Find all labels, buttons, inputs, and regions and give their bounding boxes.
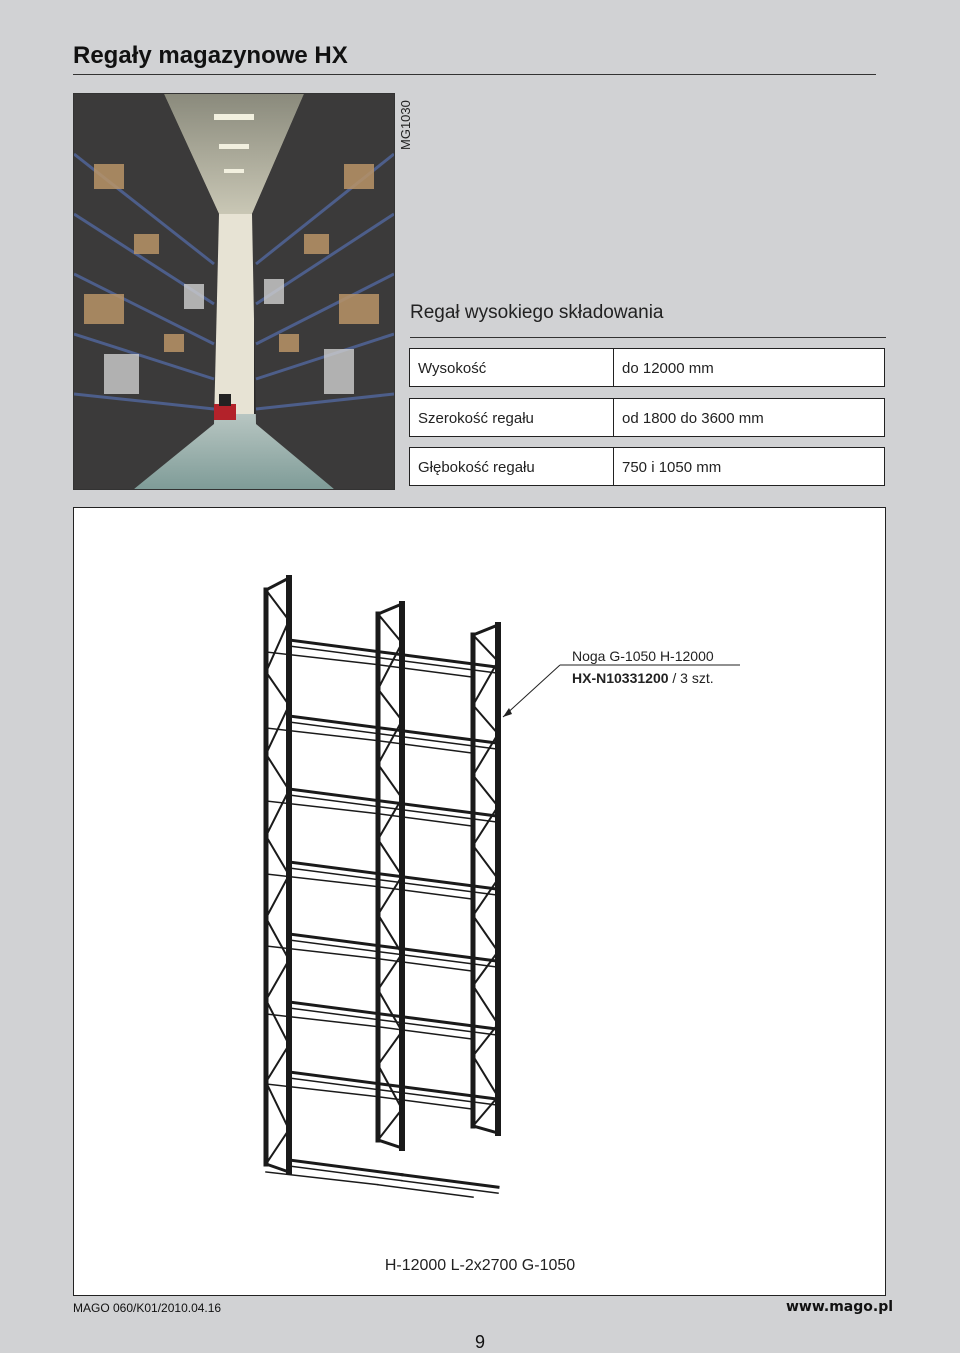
rack-beam: [402, 877, 498, 889]
rack-brace: [378, 689, 402, 720]
rack-beam: [402, 1017, 498, 1029]
rack-beam: [378, 1185, 473, 1197]
drawing-caption: H-12000 L-2x2700 G-1050: [384, 1257, 576, 1274]
rack-beam: [378, 1097, 473, 1109]
section-title: Regał wysokiego składowania: [410, 302, 664, 323]
rack-beam: [266, 946, 378, 959]
rack-brace: [266, 1130, 289, 1164]
rack-beam: [378, 814, 473, 826]
rack-beam: [402, 731, 498, 743]
footer-doc-id: MAGO 060/K01/2010.04.16: [73, 1301, 222, 1315]
rack-brace: [266, 754, 289, 790]
spec-value: do 12000 mm: [622, 360, 714, 377]
rack-beam: [402, 1087, 498, 1099]
rack-beam: [402, 1181, 498, 1193]
rack-upright-base: [266, 1164, 289, 1172]
rack-brace: [473, 879, 498, 916]
spec-value: 750 i 1050 mm: [622, 459, 722, 476]
rack-brace: [266, 1045, 289, 1082]
rack-brace: [378, 839, 402, 876]
rack-brace: [473, 986, 498, 1024]
rack-beam: [402, 737, 498, 749]
rack-beam: [266, 1084, 378, 1097]
rack-brace: [266, 1082, 289, 1130]
rack-brace: [266, 875, 289, 918]
rack-beam: [378, 741, 473, 753]
rack-beam: [402, 1175, 498, 1187]
rack-beam: [266, 728, 378, 741]
spec-label: Szerokość regału: [418, 410, 534, 427]
rack-beam: [402, 955, 498, 967]
rack-brace: [266, 620, 289, 672]
rack-upright-cap: [378, 604, 402, 614]
rack-beam: [289, 1002, 402, 1017]
rack-brace: [378, 990, 402, 1032]
rack-brace: [378, 1031, 402, 1064]
rack-beam: [402, 804, 498, 816]
rack-brace: [378, 614, 402, 643]
rack-beam: [266, 1172, 378, 1185]
rack-beam: [402, 1093, 498, 1105]
rack-brace: [473, 1056, 498, 1097]
document-code: MG1030: [398, 100, 413, 150]
callout-code: HX-N10331200: [572, 670, 669, 686]
page-number: 9: [474, 1332, 485, 1352]
page-title: Regały magazynowe HX: [73, 42, 348, 69]
rack-brace: [473, 952, 498, 986]
callout-qty: / 3 szt.: [668, 670, 714, 686]
rack-beam: [378, 665, 473, 677]
rack-beam: [289, 640, 402, 655]
rack-brace: [266, 918, 289, 960]
rack-beam: [402, 810, 498, 822]
rack-upright-base: [473, 1126, 498, 1133]
rack-brace: [378, 1109, 402, 1140]
rack-beam: [266, 652, 378, 665]
rack-brace: [378, 764, 402, 798]
rack-brace: [266, 590, 289, 620]
rack-upright-base: [378, 1140, 402, 1148]
rack-beam: [289, 862, 402, 877]
rack-brace: [266, 790, 289, 836]
spec-label: Wysokość: [418, 360, 487, 377]
rack-beam: [402, 655, 498, 667]
rack-beam: [378, 1027, 473, 1039]
callout-leader-line: [503, 665, 560, 717]
rack-upright-cap: [266, 578, 289, 590]
callout-part-code: [572, 670, 714, 686]
rack-beam: [402, 883, 498, 895]
rack-brace: [473, 705, 498, 734]
rack-brace: [266, 836, 289, 875]
rack-beam: [266, 1014, 378, 1027]
rack-brace: [266, 960, 289, 1000]
spec-label: Głębokość regału: [418, 459, 535, 476]
rack-frame-icon: [266, 578, 498, 1197]
rack-beam: [402, 1023, 498, 1035]
rack-brace: [473, 775, 498, 806]
rack-upright-cap: [473, 625, 498, 635]
rack-brace: [473, 845, 498, 879]
rack-beam: [289, 789, 402, 804]
rack-beam: [266, 801, 378, 814]
callout-part-name: Noga G-1050 H-12000: [572, 648, 714, 664]
rack-brace: [473, 916, 498, 952]
rack-brace: [266, 672, 289, 705]
rack-brace: [473, 635, 498, 661]
spec-value: od 1800 do 3600 mm: [622, 410, 764, 427]
rack-beam: [402, 949, 498, 961]
rack-beam: [289, 934, 402, 949]
rack-brace: [266, 1000, 289, 1045]
rack-brace: [473, 1097, 498, 1126]
footer-website: www.mago.pl: [786, 1299, 894, 1315]
rack-beam: [289, 716, 402, 731]
rack-beam: [402, 661, 498, 673]
rack-beam: [289, 1160, 402, 1175]
